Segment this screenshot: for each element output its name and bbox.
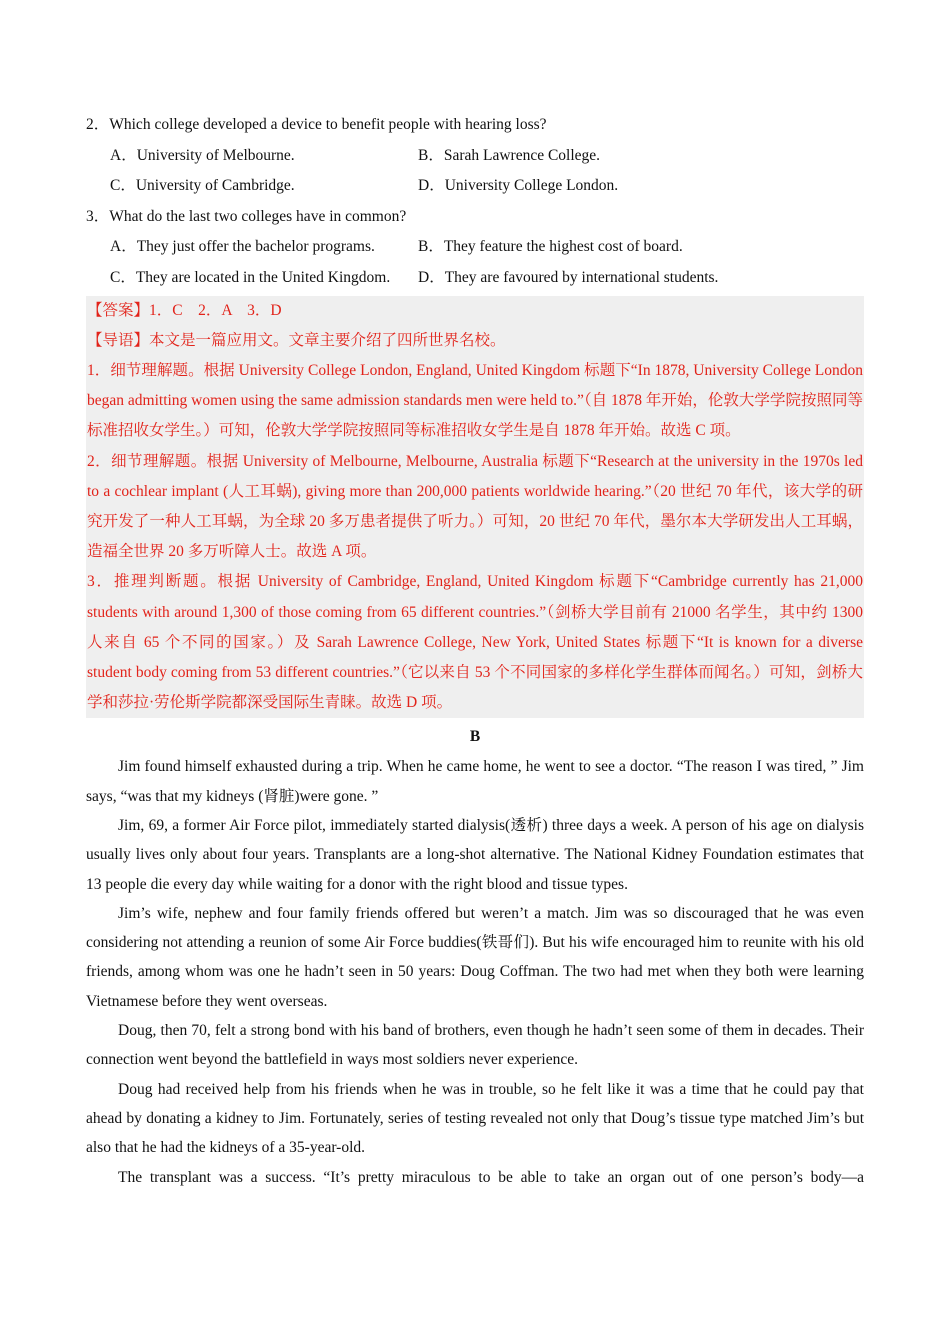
explanation-2: 2．细节理解题。根据 University of Melbourne, Melbourne, Australia 标题下“Research at the university in the 1970s led to a cochlear implant (人工耳蜗), giving more than 200,000 patients worldwide hearing.”（20 世纪 70 年代，该大学的研究开发了一种人工耳蜗，为全球 20 多万患者提供了听力。）可知，20 世纪 70 年代，墨尔本大学研发出人工耳蜗，造福全世界 20 多万听障人士。故选 A 项。 [87,452,863,561]
section-heading: B [469,728,481,746]
answer-intro: 【导语】本文是一篇应用文。文章主要介绍了四所世界名校。 [87,331,506,349]
question-2 [86,110,864,202]
option-a: A．They just offer the bachelor programs. [110,238,375,256]
passage-paragraph: Jim’s wife, nephew and four family friends offered but weren’t a match. Jim was so discouraged that he was even considering not attending a reunion of some Air Force buddies(铁哥们). But his wife encouraged him to reunite with his old friends, among whom was one he hadn’t seen in 50 years: Doug Coffman. The two had met when they both were learning Vietnamese before they went overseas. [86,904,864,1010]
passage-paragraph: Jim found himself exhausted during a trip. When he came home, he went to see a doctor. “The reason I was tired, ” Jim says, “was that my kidneys (肾脏)were gone. ” [86,758,864,805]
passage-paragraph: Doug had received help from his friends when he was in trouble, so he felt like it was a time that he could pay that ahead by donating a kidney to Jim. Fortunately, series of testing revealed not only that Doug’s tissue type matched Jim’s but also that he had the kidneys of a 35-year-old. [86,1080,864,1157]
option-row [86,141,864,172]
answer-block [86,296,864,719]
option-d: D．They are favoured by international students. [418,268,719,286]
passage-paragraph: Jim, 69, a former Air Force pilot, immediately started dialysis(透析) three days a week. A person of his age on dialysis usually lives only about four years. Transplants are a long-shot alternative. The National Kidney Foundation estimates that 13 people die every day while waiting for a donor with the right blood and tissue types. [86,817,864,893]
option-c: C．University of Cambridge. [110,177,295,195]
question-stem: 2．Which college developed a device to benefit people with hearing loss? [86,116,547,133]
passage-b [86,752,864,1191]
option-b: B．They feature the highest cost of board. [418,238,683,256]
option-row [86,263,864,294]
option-row [86,232,864,263]
passage-paragraph: Doug, then 70, felt a strong bond with his band of brothers, even though he hadn’t seen some of them in decades. Their connection went beyond the battlefield in ways most soldiers never experience. [86,1022,864,1069]
question-3 [86,202,864,294]
explanation-3: 3．推理判断题。根据 University of Cambridge, England, United Kingdom 标题下“Cambridge currently has 21,000 students with around 1,300 of those coming from 65 different countries.”（剑桥大学目前有 21000 名学生，其中约 1300 人来自 65 个不同的国家。）及 Sarah Lawrence College, New York, United States 标题下“It is known for a diverse student body coming from 53 different countries.”（它以来自 53 个不同国家的多样化学生群体而闻名。）可知，剑桥大学和莎拉·劳伦斯学院都深受国际生青睐。故选 D 项。 [87,573,863,712]
passage-paragraph: The transplant was a success. “It’s pretty miraculous to be able to take an organ out of one person’s body—a [118,1168,864,1186]
question-stem: 3．What do the last two colleges have in common? [86,207,407,225]
option-b: B．Sarah Lawrence College. [418,146,601,164]
option-row [86,171,864,202]
option-d: D．University College London. [418,177,619,195]
answer-key: 【答案】1．C 2．A 3．D [87,301,282,319]
option-c: C．They are located in the United Kingdom. [110,268,391,286]
option-a: A．University of Melbourne. [110,146,295,164]
explanation-1: 1．细节理解题。根据 University College London, England, United Kingdom 标题下“In 1878, University College London began admitting women using the same admission standards men were held to.”（自 1878 年开始，伦敦大学学院按照同等标准招收女学生。）可知，伦敦大学学院按照同等标准招收女学生是自 1878 年开始。故选 C 项。 [87,361,863,440]
document-page [86,110,864,1192]
